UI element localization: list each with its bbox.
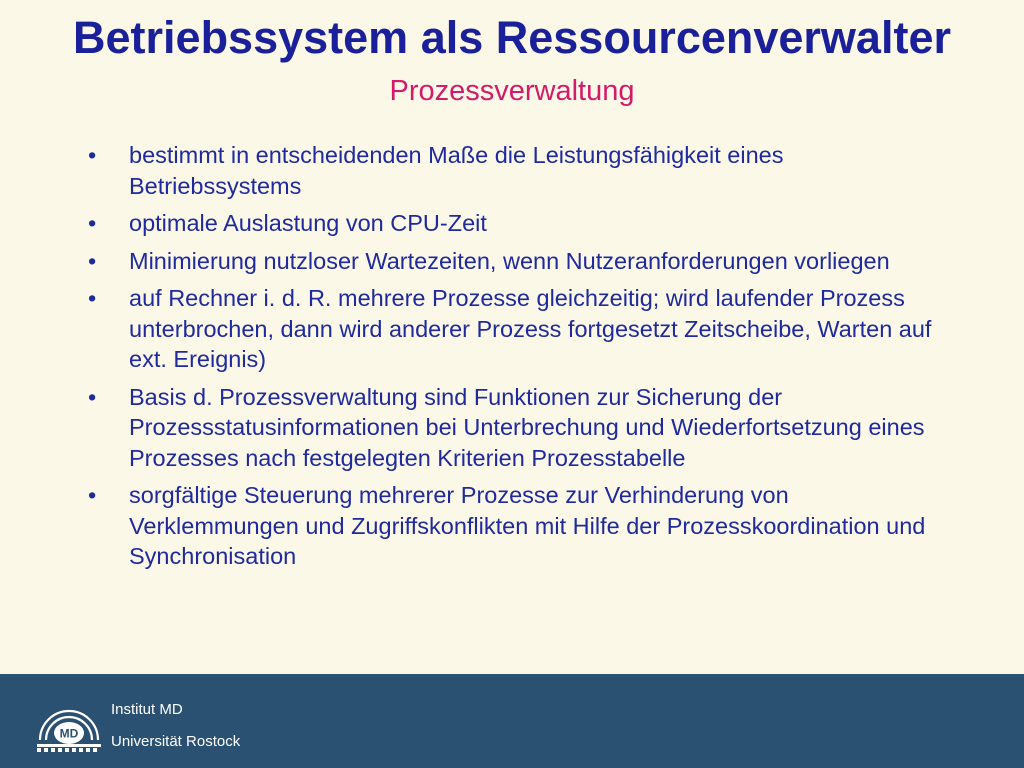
bullet-dot-icon: • bbox=[88, 142, 97, 168]
slide-title: Betriebssystem als Ressourcenverwalter bbox=[73, 12, 951, 63]
bullet-text: bestimmt in entscheidenden Maße die Leistungsfähigkeit eines Betriebssystems bbox=[129, 142, 784, 199]
slide-subtitle: Prozessverwaltung bbox=[389, 75, 635, 107]
footer-university: Universität Rostock bbox=[111, 733, 241, 750]
footer-institute: Institut MD bbox=[111, 701, 183, 718]
logo-text: MD bbox=[59, 726, 79, 741]
bullet-item bbox=[80, 140, 960, 201]
bullet-item bbox=[80, 208, 960, 239]
bullet-list bbox=[80, 140, 960, 579]
bullet-dot-icon: • bbox=[88, 383, 97, 410]
bullet-dot-icon: • bbox=[88, 285, 97, 311]
bullet-item bbox=[80, 480, 960, 572]
bullet-text: sorgfältige Steuerung mehrerer Prozesse zur Verhinderung von Verklemmungen und Zugriffskonflikten mit Hilfe der Prozesskoordination und Synchronisation bbox=[129, 482, 926, 569]
bullet-item bbox=[80, 382, 960, 474]
bullet-item bbox=[80, 283, 960, 375]
footer-bar bbox=[0, 674, 1024, 768]
bullet-dot-icon: • bbox=[88, 247, 97, 274]
bullet-text: optimale Auslastung von CPU-Zeit bbox=[129, 210, 487, 236]
bullet-text: Basis d. Prozessverwaltung sind Funktionen zur Sicherung der Prozessstatusinformationen bei Unterbrechung und Wiederfortsetzung eines Prozesses nach festgelegten Kriterien Prozesstabelle bbox=[129, 383, 925, 471]
bullet-dot-icon: • bbox=[88, 210, 97, 236]
bullet-dot-icon: • bbox=[88, 482, 97, 508]
bullet-item bbox=[80, 246, 960, 277]
bullet-text: Minimierung nutzloser Wartezeiten, wenn Nutzeranforderungen vorliegen bbox=[129, 247, 890, 274]
bullet-text: auf Rechner i. d. R. mehrere Prozesse gleichzeitig; wird laufender Prozess unterbrochen, dann wird anderer Prozess fortgesetzt Zeitscheibe, Warten auf ext. Ereignis) bbox=[129, 285, 932, 372]
institut-md-logo-icon bbox=[34, 700, 104, 754]
